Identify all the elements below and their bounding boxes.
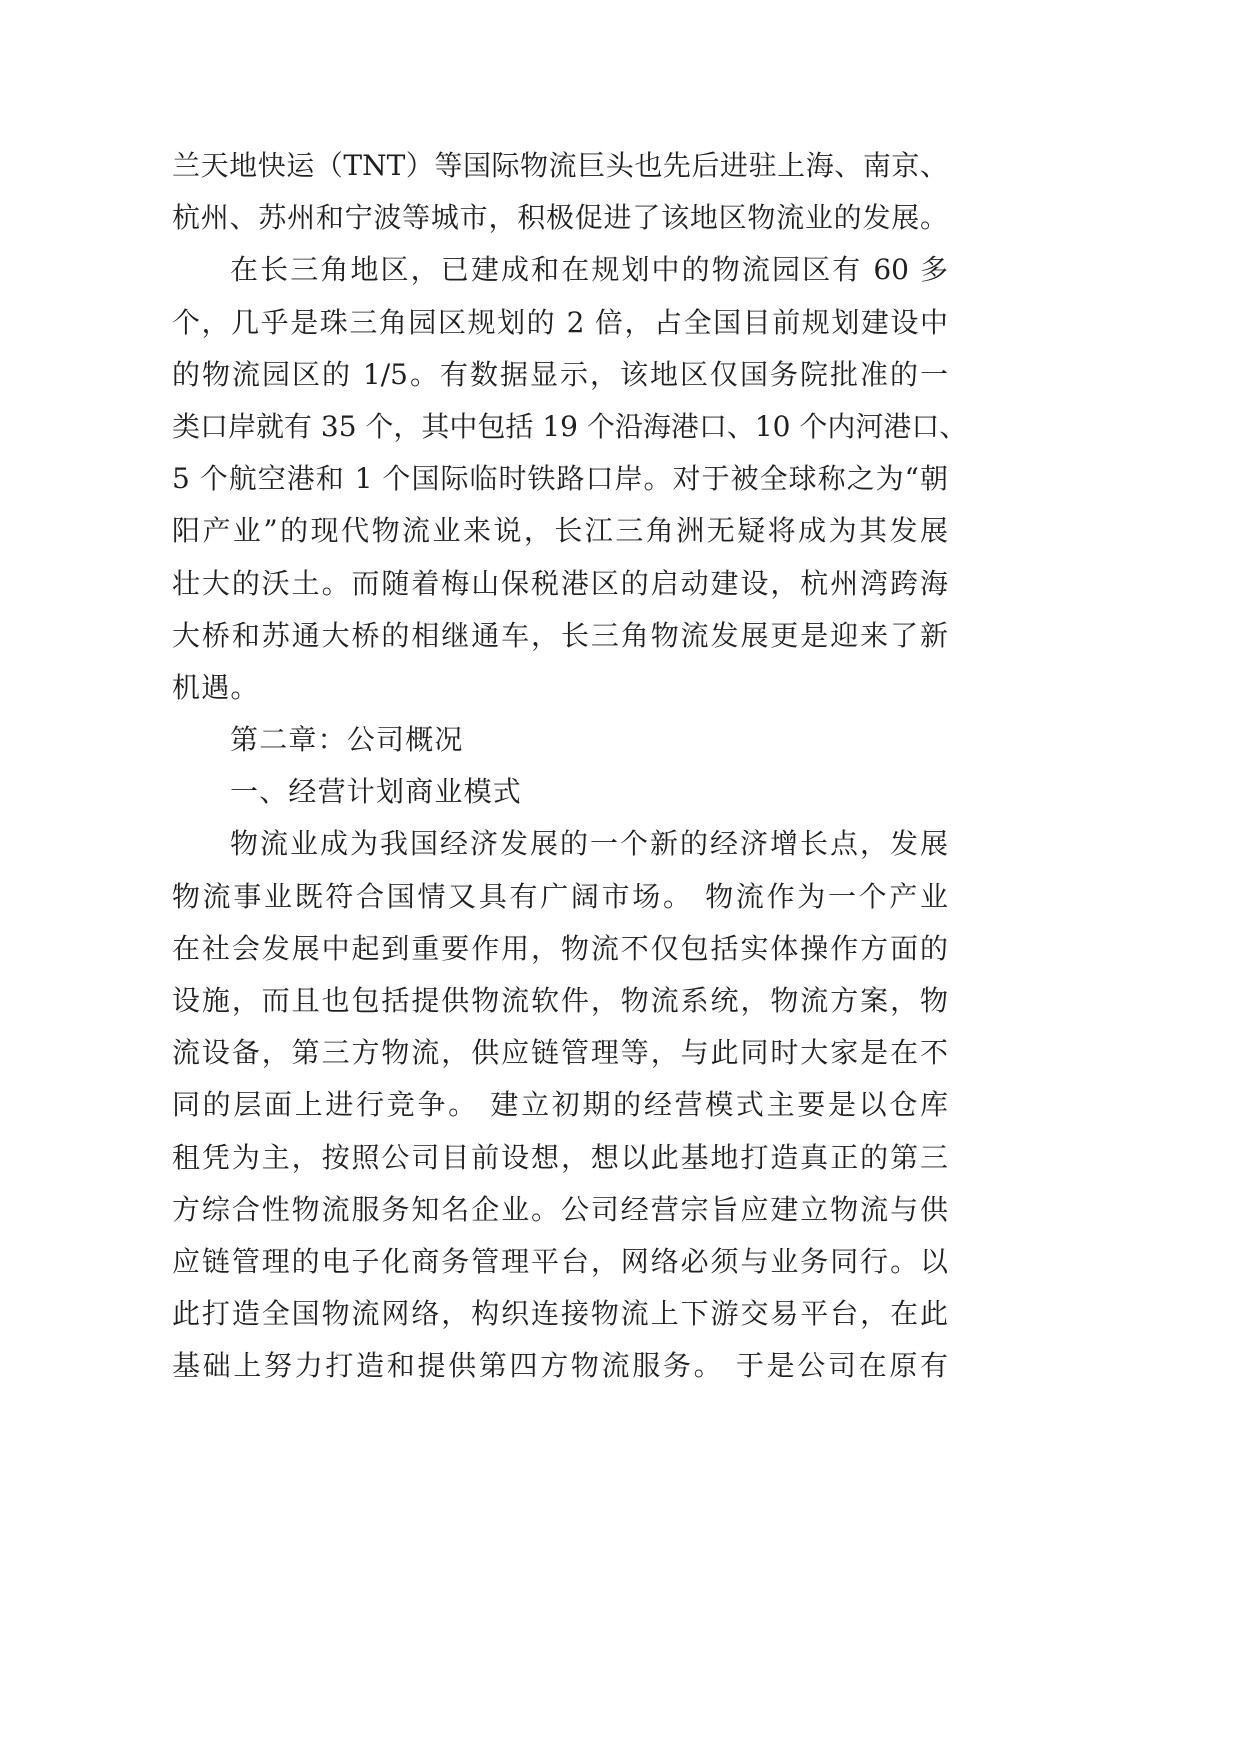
paragraph-line: 的物流园区的 1/5。有数据显示，该地区仅国务院批准的一 — [172, 357, 948, 391]
paragraph-yangtze-delta — [172, 244, 968, 714]
chapter-heading: 第二章：公司概况 — [230, 723, 464, 757]
paragraph-line: 方综合性物流服务知名企业。公司经营宗旨应建立物流与供 — [172, 1192, 948, 1226]
paragraph-business-model — [172, 818, 948, 1392]
paragraph-line: 壮大的沃土。而随着梅山保税港区的启动建设，杭州湾跨海 — [172, 566, 948, 600]
paragraph-line: 个，几乎是珠三角园区规划的 2 倍，占全国目前规划建设中 — [172, 305, 948, 339]
paragraph-line: 在长三角地区，已建成和在规划中的物流园区有 60 多 — [230, 253, 948, 287]
paragraph-line: 流设备，第三方物流，供应链管理等，与此同时大家是在不 — [172, 1036, 948, 1070]
paragraph-line: 大桥和苏通大桥的相继通车，长三角物流发展更是迎来了新 — [172, 618, 948, 652]
section-heading: 一、经营计划商业模式 — [230, 775, 523, 809]
paragraph-line: 5 个航空港和 1 个国际临时铁路口岸。对于被全球称之为“朝 — [172, 462, 948, 496]
paragraph-line: 在社会发展中起到重要作用，物流不仅包括实体操作方面的 — [172, 931, 948, 965]
paragraph-line: 租凭为主，按照公司目前设想，想以此基地打造真正的第三 — [172, 1140, 948, 1174]
paragraph-line: 同的层面上进行竞争。 建立初期的经营模式主要是以仓库 — [172, 1088, 948, 1122]
paragraph-line: 物流事业既符合国情又具有广阔市场。 物流作为一个产业 — [172, 879, 948, 913]
paragraph-line: 兰天地快运（TNT）等国际物流巨头也先后进驻上海、南京、 — [172, 149, 948, 182]
paragraph-line: 阳产业”的现代物流业来说，长江三角洲无疑将成为其发展 — [172, 514, 948, 548]
paragraph-line: 类口岸就有 35 个，其中包括 19 个沿海港口、10 个内河港口、 — [172, 409, 968, 443]
continued-paragraph — [172, 140, 948, 244]
paragraph-line: 机遇。 — [172, 670, 260, 704]
paragraph-line: 物流业成为我国经济发展的一个新的经济增长点，发展 — [230, 827, 948, 861]
paragraph-line: 基础上努力打造和提供第四方物流服务。 于是公司在原有 — [172, 1349, 948, 1383]
paragraph-line: 设施，而且也包括提供物流软件，物流系统，物流方案，物 — [172, 984, 948, 1017]
paragraph-line: 此打造全国物流网络，构织连接物流上下游交易平台，在此 — [172, 1297, 948, 1331]
document-body — [172, 140, 968, 1393]
paragraph-line: 杭州、苏州和宁波等城市，积极促进了该地区物流业的发展。 — [172, 201, 948, 235]
paragraph-line: 应链管理的电子化商务管理平台，网络必须与业务同行。以 — [172, 1244, 948, 1278]
